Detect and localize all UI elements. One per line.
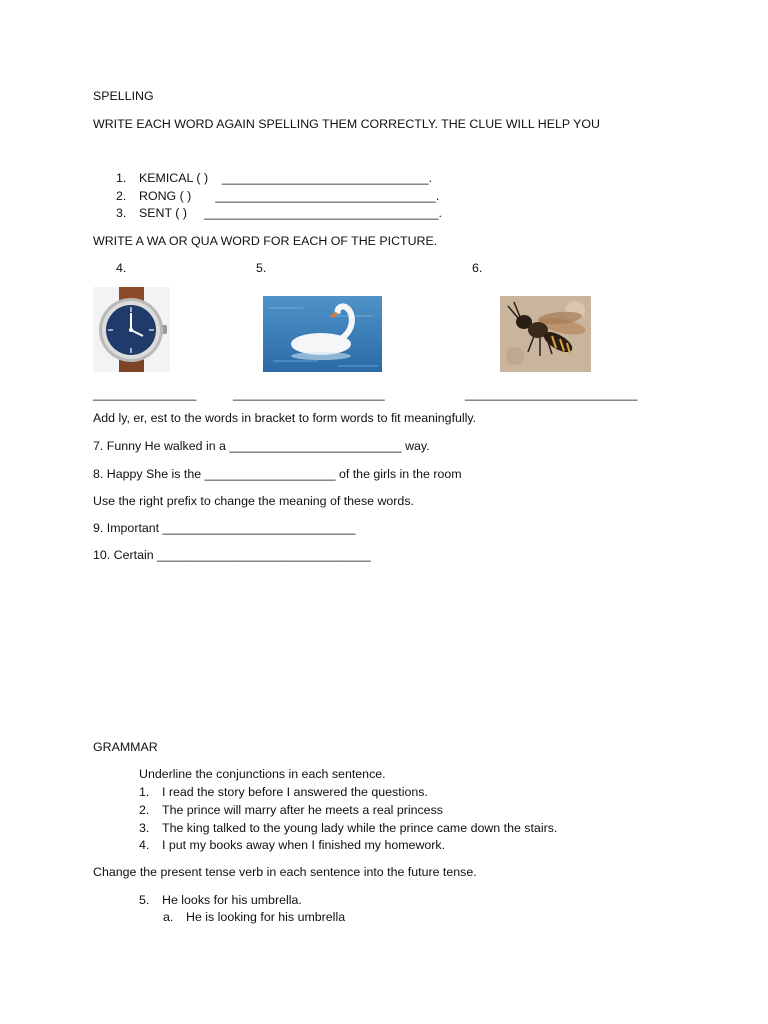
picture-number-4: 4. [116,261,127,275]
tense-item-number: 5. [139,893,150,907]
grammar-item-number: 1. [139,785,150,799]
spelling-heading: SPELLING [93,89,154,103]
grammar-item-number: 3. [139,821,150,835]
prefix-item: 10. Certain _______________________________ [93,548,371,562]
prefix-instruction: Use the right prefix to change the meaning of these words. [93,494,414,508]
wasp-icon [500,296,591,372]
grammar-item-number: 2. [139,803,150,817]
wristwatch-icon [93,287,170,372]
suffix-item: 8. Happy She is the ___________________ of the girls in the room [93,467,462,481]
answer-line-4: _______________ [93,387,197,401]
wa-qua-instruction: WRITE A WA OR QUA WORD FOR EACH OF THE PICTURE. [93,234,438,248]
grammar-item-number: 4. [139,838,150,852]
spelling-item-text: SENT ( ) __________________________________. [139,206,442,220]
answer-line-5: ______________________ [233,387,385,401]
tense-instruction: Change the present tense verb in each sentence into the future tense. [93,865,477,879]
grammar-heading: GRAMMAR [93,740,158,754]
spelling-item-number: 3. [116,206,127,220]
spelling-instruction: WRITE EACH WORD AGAIN SPELLING THEM CORRECTLY. THE CLUE WILL HELP YOU [93,117,600,131]
suffix-item: 7. Funny He walked in a _________________________ way. [93,439,430,453]
spelling-item-number: 2. [116,189,127,203]
tense-item-text: He looks for his umbrella. [162,893,302,907]
picture-number-6: 6. [472,261,483,275]
suffix-instruction: Add ly, er, est to the words in bracket to form words to fit meaningfully. [93,411,477,425]
picture-number-5: 5. [256,261,267,275]
answer-line-6: _________________________ [465,387,638,401]
spelling-item-text: RONG ( ) ________________________________. [139,189,440,203]
prefix-item: 9. Important ____________________________ [93,521,356,535]
swan-icon [263,296,382,372]
grammar-item-text: The prince will marry after he meets a real princess [162,803,443,817]
tense-sub-letter: a. [163,910,174,924]
grammar-item-text: The king talked to the young lady while the prince came down the stairs. [162,821,558,835]
spelling-item-text: KEMICAL ( ) ______________________________. [139,171,433,185]
spelling-item-number: 1. [116,171,127,185]
grammar-item-text: I put my books away when I finished my homework. [162,838,446,852]
grammar-item-text: I read the story before I answered the questions. [162,785,428,799]
grammar-instruction: Underline the conjunctions in each sentence. [139,767,386,781]
tense-sub-text: He is looking for his umbrella [186,910,346,924]
